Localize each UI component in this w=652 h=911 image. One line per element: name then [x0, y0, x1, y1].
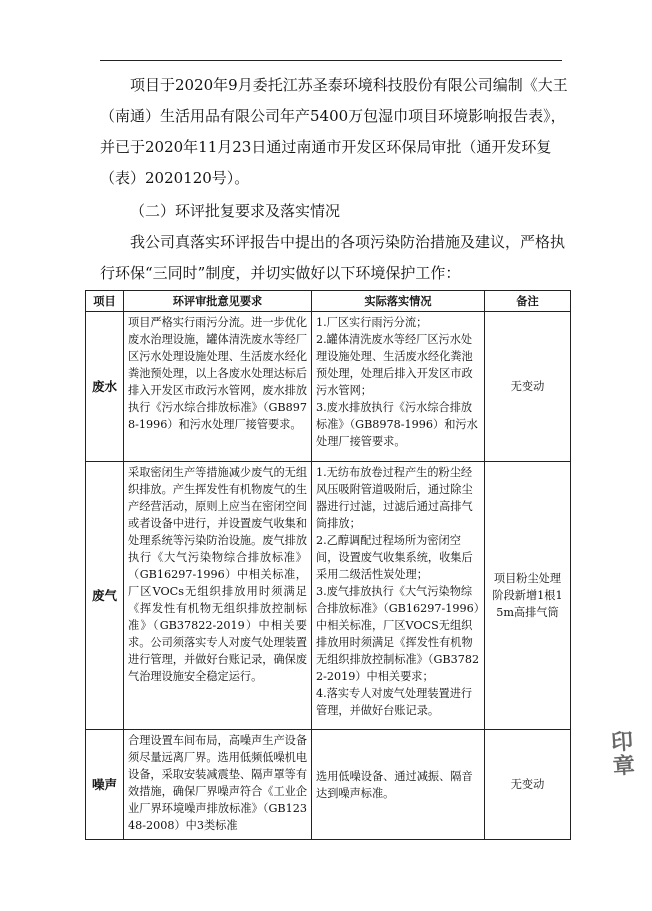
header-item: 项目	[86, 291, 124, 312]
note-cell: 项目粉尘处理阶段新增1根15m高排气筒	[485, 462, 571, 730]
actual-item: 1.无纺布放卷过程产生的粉尘经风压吸附管道吸附后，通过除尘器进行过滤，过滤后通过高排气筒排放；	[316, 466, 473, 530]
category-cell: 噪声	[86, 730, 124, 840]
note-cell: 无变动	[485, 730, 571, 840]
commitment-paragraph: 我公司真落实环评报告中提出的各项污染防治措施及建议，严格执行环保“三同时”制度，并切实做好以下环境保护工作：	[100, 233, 566, 282]
table-row-exhaust	[86, 462, 571, 730]
note-cell: 无变动	[485, 312, 571, 462]
header-note: 备注	[485, 291, 571, 312]
requirement-cell: 合理设置车间布局，高噪声生产设备须尽量远离厂界。选用低频低噪机电设备，采取安装减震垫、隔声罩等有效措施，确保厂界噪声符合《工业企业厂界环境噪声排放标准》（GB12348-2008）中3类标准	[124, 730, 312, 840]
actual-cell	[312, 312, 485, 462]
margin-seal-mark: 印章	[606, 729, 637, 779]
header-requirement: 环评审批意见要求	[124, 291, 312, 312]
table-row-noise	[86, 730, 571, 840]
header-rule	[100, 60, 562, 61]
section-heading: （二）环评批复要求及落实情况	[130, 202, 341, 220]
intro-paragraph: 项目于2020年9月委托江苏圣泰环境科技股份有限公司编制《大王（南通）生活用品有限公司年产5400万包湿巾项目环境影响报告表》，并已于2020年11月23日通过南通市开发区环保局审批（通开发环复（表）2020120号）。	[100, 76, 568, 187]
header-actual: 实际落实情况	[312, 291, 485, 312]
actual-item: 3.废气排放执行《大气污染物综合排放标准》（GB16297-1996）中相关标准，厂区VOCS无组织排放用时须满足《挥发性有机物无组织排放控制标准》（GB37822-2019）中相关要求；	[316, 585, 480, 683]
approval-table	[85, 290, 571, 840]
actual-item: 2.罐体清洗废水等经厂区污水处理设施处理、生活废水经化粪池预处理，处理后排入开发区市政污水管网；	[316, 333, 473, 397]
requirement-cell: 采取密闭生产等措施减少废气的无组织排放。产生挥发性有机物废气的生产经营活动，原则上应当在密闭空间或者设备中进行，并设置废气收集和处理系统等污染防治设施。废气排放执行《大气污染物综合排放标准》（GB16297-1996）中相关标准，厂区VOCs无组织排放用时须满足《挥发性有机物无组织排放控制标准》（GB37822-2019）中相关要求。公司须落实专人对废气处理装置进行管理，并做好台账记录，确保废气治理设施安全稳定运行。	[124, 462, 312, 730]
actual-item: 4.落实专人对废气处理装置进行管理，并做好台账记录。	[316, 687, 473, 717]
category-cell: 废气	[86, 462, 124, 730]
table-row-wastewater	[86, 312, 571, 462]
category-cell: 废水	[86, 312, 124, 462]
actual-cell	[312, 462, 485, 730]
actual-item: 3.废水排放执行《污水综合排放标准》（GB8978-1996）和污水处理厂接管要求。	[316, 401, 478, 448]
actual-item: 2.乙醇调配过程场所为密闭空间，设置废气收集系统，收集后采用二级活性炭处理；	[316, 534, 473, 581]
requirement-cell: 项目严格实行雨污分流。进一步优化废水治理设施，罐体清洗废水等经厂区污水处理设施处理、生活废水经化粪池预处理，以上各废水处理达标后排入开发区市政污水管网，废水排放执行《污水综合排放标准》（GB8978-1996）和污水处理厂接管要求。	[124, 312, 312, 462]
actual-cell	[312, 730, 485, 840]
table-header-row	[86, 291, 571, 312]
actual-item: 选用低噪设备、通过减振、隔音达到噪声标准。	[316, 769, 473, 800]
actual-item: 1.厂区实行雨污分流；	[316, 316, 428, 329]
